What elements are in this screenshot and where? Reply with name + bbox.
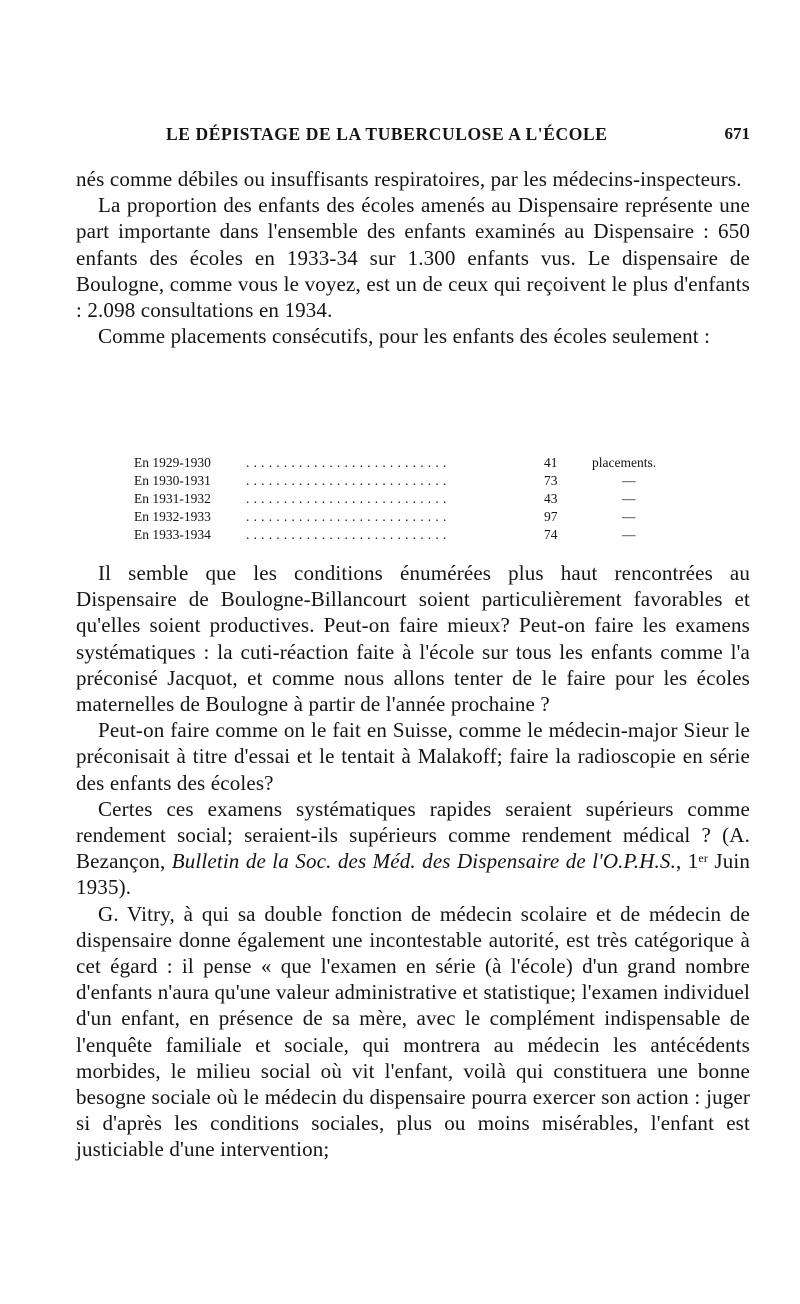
paragraph-conditions: Il semble que les conditions énumérées plus haut rencontrées au Dispensaire de Boulogne-Billancourt soient particulièrement favorables et qu'elles soient productives. Peut-on faire mieux? Peut-on faire les examens systématiques : la cuti-réaction faite à l'école sur tous les enfants comme l'a préconisé Jacquot, et comme nous allons tenter de le faire pour les écoles maternelles de Boulogne à partir de l'année prochaine ?	[76, 561, 750, 717]
row-count: 73	[544, 473, 558, 488]
placements-table	[134, 454, 734, 544]
row-count: 74	[544, 527, 558, 542]
bezancon-text: Certes ces examens systématiques rapides seraient supérieurs comme rendement social; seraient-ils supérieurs comme rendement médical ? (A. Bezançon,	[76, 796, 750, 874]
paragraph-continuation: nés comme débiles ou insuffisants respiratoires, par les médecins-inspecteurs.	[76, 167, 742, 191]
paragraph-vitry: G. Vitry, à qui sa double fonction de médecin scolaire et de médecin de dispensaire donne également une incontestable autorité, est très catégorique à cet égard : il pense « que l'examen en série (à l'école) d'un grand nombre d'enfants n'aura qu'une valeur administrative et statistique; l'examen individuel d'un enfant, en présence de sa mère, avec le complément indispensable de l'enquête familiale et sociale, qui montrera au médecin les antécédents morbides, le milieu social où vit l'enfant, voilà qui constituera une bonne besogne sociale où le médecin du dispensaire pourra exercer son action : juger si d'après les conditions sociales, plus ou moins misérables, l'enfant est justiciable d'une intervention;	[76, 901, 750, 1162]
text-block-bottom	[76, 560, 750, 1163]
paragraph-proportion: La proportion des enfants des écoles amenés au Dispensaire représente une part importante dans l'ensemble des enfants examinés au Dispensaire : 650 enfants des écoles en 1933-34 sur 1.300 enfants vus. Le dispensaire de Boulogne, comme vous le voyez, est un de ceux qui reçoivent le plus d'enfants : 2.098 consultations en 1934.	[76, 193, 750, 323]
row-count: 43	[544, 491, 558, 506]
leader-dots: ...........................	[246, 473, 451, 488]
leader-dots: ...........................	[246, 455, 451, 470]
bulletin-citation: Bulletin de la Soc. des Méd. des Dispensaire de l'O.P.H.S.	[171, 849, 676, 874]
book-page	[76, 0, 750, 1304]
ditto-dash: —	[622, 473, 636, 488]
table-row	[134, 490, 734, 508]
ditto-dash: —	[622, 491, 636, 506]
leader-dots: ...........................	[246, 509, 451, 524]
ditto-dash: —	[622, 527, 636, 542]
table-row	[134, 472, 734, 490]
leader-dots: ...........................	[246, 527, 451, 542]
row-unit: placements.	[592, 455, 657, 470]
running-title: LE DÉPISTAGE DE LA TUBERCULOSE A L'ÉCOLE	[166, 124, 608, 144]
row-count: 97	[544, 509, 558, 524]
running-header	[76, 124, 750, 152]
citation-date: Juin 1935).	[76, 849, 751, 900]
row-year: En 1929-1930	[134, 455, 211, 470]
citation-comma: , 1	[675, 849, 699, 874]
table-row	[134, 508, 734, 526]
ditto-dash: —	[622, 509, 636, 524]
table-row	[134, 454, 734, 472]
paragraph-suisse: Peut-on faire comme on le fait en Suisse, comme le médecin-major Sieur le préconisait à titre d'essai et le tentait à Malakoff; faire la radioscopie en série des enfants des écoles?	[76, 718, 750, 795]
row-count: 41	[544, 455, 558, 470]
text-block-top	[76, 166, 750, 349]
row-year: En 1932-1933	[134, 509, 211, 524]
paragraph-placements-intro: Comme placements consécutifs, pour les enfants des écoles seulement :	[98, 324, 711, 349]
leader-dots: ...........................	[246, 491, 451, 506]
table-row	[134, 526, 734, 544]
paragraph-bezancon	[76, 796, 750, 901]
ordinal-superscript: er	[698, 851, 709, 866]
row-year: En 1933-1934	[134, 527, 211, 542]
page-number: 671	[724, 124, 750, 143]
row-year: En 1931-1932	[134, 491, 211, 506]
row-year: En 1930-1931	[134, 473, 211, 488]
